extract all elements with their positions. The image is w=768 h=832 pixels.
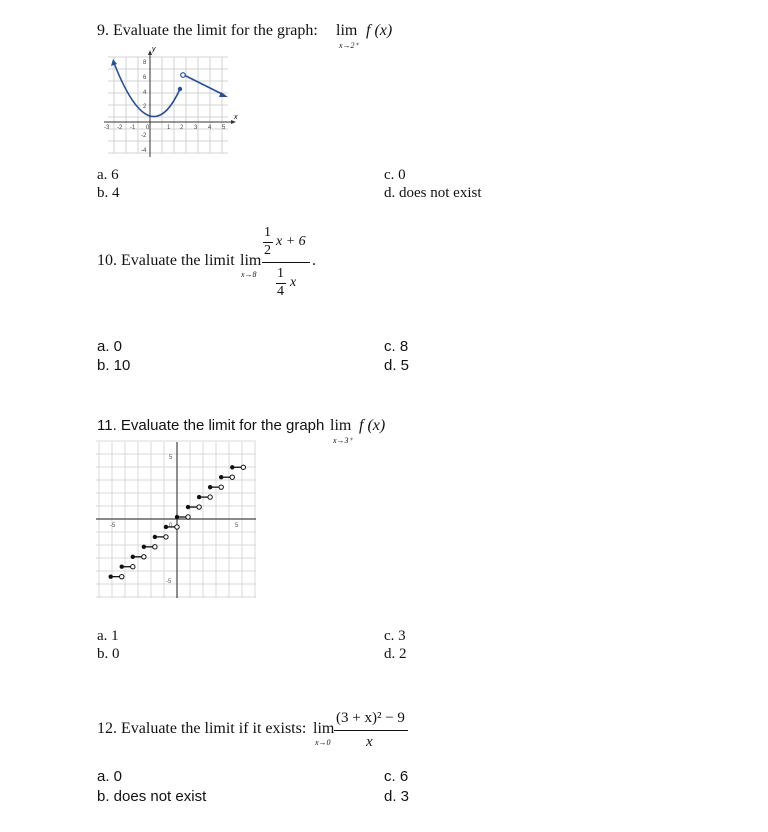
q11-closed-dot — [131, 555, 135, 559]
q11-closed-dot — [197, 495, 201, 499]
q11-option-a[interactable]: a. 1 — [97, 628, 119, 644]
q10-main-fraction-bar — [262, 262, 310, 263]
q11-option-b[interactable]: b. 0 — [97, 646, 120, 662]
q9-prompt: 9. Evaluate the limit for the graph: — [97, 22, 318, 39]
q9-grid — [108, 57, 228, 153]
q9-x-tick: -2 — [117, 125, 123, 131]
q11-open-dot — [241, 465, 245, 469]
q10-den-rest: x — [290, 275, 297, 290]
q11-open-dot — [186, 515, 190, 519]
q11-y-tick: 5 — [169, 455, 173, 461]
q11-option-d[interactable]: d. 2 — [384, 646, 407, 662]
q10-option-a[interactable]: a. 0 — [97, 338, 123, 355]
q12-fraction-bar — [334, 730, 408, 731]
q11-closed-dot — [175, 515, 179, 519]
q9-y-tick: 6 — [143, 75, 147, 81]
q12-option-d[interactable]: d. 3 — [384, 788, 410, 805]
q10-option-c[interactable]: c. 8 — [384, 338, 409, 355]
q11-open-dot — [208, 495, 212, 499]
q9-x-tick: -3 — [104, 125, 110, 131]
q9-y-tick-labels — [141, 60, 147, 154]
q9-x-tick: -1 — [130, 125, 136, 131]
q9-x-label: x — [234, 114, 238, 121]
q12-lim-subscript: x→0 — [315, 738, 331, 747]
q11-closed-dot — [219, 475, 223, 479]
q11-open-dot — [120, 574, 124, 578]
q10-num-frac-bottom: 2 — [264, 243, 271, 258]
q9-y-label: y — [152, 46, 156, 53]
q11-prompt: 11. Evaluate the limit for the graph — [97, 417, 325, 434]
q11-closed-dot — [153, 535, 157, 539]
q11-x-tick: -5 — [110, 523, 116, 529]
q11-closed-dot — [186, 505, 190, 509]
q10-den-frac-bottom: 4 — [277, 284, 284, 299]
q11-open-dot — [153, 545, 157, 549]
q11-option-c[interactable]: c. 3 — [384, 628, 406, 644]
q9-option-c[interactable]: c. 0 — [384, 167, 406, 183]
q11-tick-labels — [110, 455, 239, 585]
q10-num-rest: x + 6 — [276, 234, 306, 249]
q11-closed-dot — [120, 565, 124, 569]
q11-y-tick: -5 — [166, 579, 172, 585]
q11-lim: lim — [330, 417, 352, 434]
q9-x-tick: 4 — [208, 125, 212, 131]
q9-x-tick: 5 — [222, 125, 226, 131]
q9-open-dot — [181, 73, 186, 78]
q9-y-tick: 4 — [143, 90, 147, 96]
q10-den-frac-top: 1 — [277, 266, 284, 281]
q9-function: f (x) — [366, 22, 393, 39]
q11-open-dot — [175, 525, 179, 529]
q12-denominator: x — [366, 734, 373, 750]
q11-closed-dot — [208, 485, 212, 489]
q11-closed-dot — [142, 545, 146, 549]
q11-x-tick: 0 — [169, 523, 173, 529]
q12-option-a[interactable]: a. 0 — [97, 768, 123, 785]
q10-option-d[interactable]: d. 5 — [384, 357, 410, 374]
q11-open-dot — [230, 475, 234, 479]
q9-closed-dot — [178, 87, 182, 91]
q11-graph — [94, 440, 260, 602]
q12-lim: lim — [313, 720, 335, 737]
q11-open-dot — [219, 485, 223, 489]
q11-closed-dot — [109, 574, 113, 578]
q9-option-b[interactable]: b. 4 — [97, 185, 120, 201]
q9-lim-subscript: x→2⁺ — [339, 41, 359, 50]
q11-closed-dot — [230, 465, 234, 469]
q9-x-tick-labels — [104, 125, 226, 131]
q11-closed-dot — [164, 525, 168, 529]
q11-function: f (x) — [359, 417, 386, 434]
q9-x-tick: 1 — [167, 125, 171, 131]
q9-line-segment — [184, 75, 224, 95]
q9-graph — [100, 45, 240, 160]
q10-option-b[interactable]: b. 10 — [97, 357, 131, 374]
q9-lim: lim — [336, 22, 358, 39]
q12-prompt: 12. Evaluate the limit if it exists: — [97, 720, 307, 737]
q12-option-c[interactable]: c. 6 — [384, 768, 409, 785]
q9-y-tick: -4 — [141, 148, 147, 154]
q11-open-dot — [164, 535, 168, 539]
q12-option-b[interactable]: b. does not exist — [97, 788, 207, 805]
q11-open-dot — [197, 505, 201, 509]
q10-period: . — [312, 252, 316, 269]
q9-x-tick: 2 — [180, 125, 184, 131]
q11-open-dot — [131, 565, 135, 569]
q9-option-d[interactable]: d. does not exist — [384, 185, 482, 201]
q10-lim: lim — [240, 252, 262, 269]
q12-numerator: (3 + x)² − 9 — [336, 710, 405, 726]
q11-x-tick: 5 — [235, 523, 239, 529]
q9-option-a[interactable]: a. 6 — [97, 167, 119, 183]
q11-open-dot — [142, 555, 146, 559]
q10-lim-subscript: x→8 — [241, 270, 257, 279]
q11-lim-subscript: x→3⁺ — [333, 436, 353, 445]
q9-y-tick: -2 — [141, 133, 147, 139]
q10-num-frac-top: 1 — [264, 225, 271, 240]
q9-y-tick: 2 — [143, 104, 147, 110]
q9-y-tick: 8 — [143, 60, 147, 66]
q9-x-tick: 0 — [146, 125, 150, 131]
q9-parabola-curve — [114, 63, 180, 117]
q10-prompt: 10. Evaluate the limit — [97, 252, 235, 269]
q9-x-tick: 3 — [194, 125, 198, 131]
